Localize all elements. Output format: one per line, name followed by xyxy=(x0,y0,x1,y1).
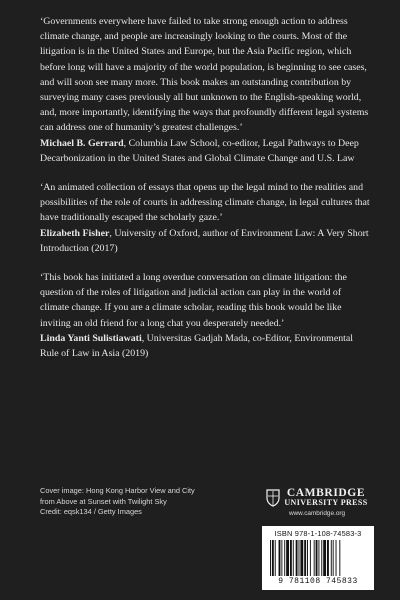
blurb-attribution xyxy=(40,136,370,166)
barcode-bar xyxy=(272,540,274,576)
barcode-bar xyxy=(284,540,285,576)
publisher-subname: UNIVERSITY PRESS xyxy=(284,498,368,507)
barcode-bar xyxy=(300,540,303,576)
shield-icon xyxy=(266,489,280,507)
barcode xyxy=(270,540,366,576)
blurb-attribution xyxy=(40,226,370,256)
blurb-author: Elizabeth Fisher xyxy=(40,227,110,239)
blurb-fisher xyxy=(40,180,370,256)
barcode-bar xyxy=(286,540,289,576)
barcode-bar xyxy=(293,540,294,576)
barcode-bar xyxy=(314,540,315,576)
cover-image-credit xyxy=(40,486,240,518)
blurb-quote: ‘An animated collection of essays that opens up the legal mind to the realities and possibilities of the role of courts in addressing climate change, in legal cultures that have traditionally escaped the scholarly gaze.’ xyxy=(40,182,370,224)
isbn-barcode-block xyxy=(262,526,374,590)
publisher-logo xyxy=(262,488,372,508)
barcode-bar xyxy=(310,540,311,576)
isbn-label: ISBN 978-1-108-74583-3 xyxy=(274,529,362,538)
barcode-bar xyxy=(339,540,340,576)
barcode-bar xyxy=(321,540,322,576)
blurb-gerrard xyxy=(40,14,370,166)
barcode-bar xyxy=(316,540,318,576)
barcode-bar xyxy=(333,540,334,576)
barcode-bar xyxy=(270,540,271,576)
blurb-affiliation: , University of Oxford, author of xyxy=(109,227,242,239)
blurb-affiliation: , Universitas Gadjah Mada, co-Editor, xyxy=(141,332,295,344)
blurb-quote: ‘Governments everywhere have failed to take strong enough action to address climate change, and people are increasingly looking to the courts. Most of the litigation is in the United States and Europe, but the Asia Pacific region, which before long will have a majority of the world population, is beginning to see cases, and will soon see many more. This book makes an outstanding contribution by surveying many cases previously all but unknown to the English-speaking world, and, more importantly, identifying the ways that profoundly different legal systems can address one of humanity’s greatest challenges.’ xyxy=(40,16,369,134)
blurb-affiliation: , Columbia Law School, co-editor, xyxy=(123,137,263,149)
blurb-author: Linda Yanti Sulistiawati xyxy=(40,332,142,344)
barcode-bar xyxy=(307,540,308,576)
barcode-bar xyxy=(275,540,276,576)
blurb-works: Environment Law: A Very Short Introduction (2017) xyxy=(40,227,369,254)
blurb-works: Environmental Rule of Law in Asia (2019) xyxy=(40,332,354,360)
barcode-bar xyxy=(304,540,306,576)
blurb-attribution xyxy=(40,331,370,361)
barcode-bar xyxy=(331,540,332,576)
publisher-imprint xyxy=(262,488,372,517)
credit-line: Credit: eqsk134 / Getty Images xyxy=(40,507,142,516)
barcode-bar xyxy=(323,540,326,576)
barcode-bar xyxy=(279,540,281,576)
publisher-url: www.cambridge.org xyxy=(288,510,346,517)
credit-line: Cover image: Hong Kong Harbor View and City xyxy=(40,486,195,495)
barcode-bar xyxy=(318,540,319,576)
blurb-works: Legal Pathways to Deep Decarbonization in the United States and Global Climate Change and U.S. Law xyxy=(40,137,359,164)
barcode-bar xyxy=(281,540,282,576)
credit-line: from Above at Sunset with Twilight Sky xyxy=(40,496,167,506)
blurb-author: Michael B. Gerrard xyxy=(40,137,124,149)
barcode-bar xyxy=(336,540,337,576)
endorsements xyxy=(40,14,370,361)
publisher-name: CAMBRIDGE xyxy=(286,487,366,499)
barcode-bar xyxy=(290,540,292,576)
barcode-bar xyxy=(296,540,298,576)
barcode-bar xyxy=(299,540,300,576)
isbn-digits: 9 781108 745833 xyxy=(278,577,358,586)
blurb-quote: ‘This book has initiated a long overdue conversation on climate litigation: the question of the roles of litigation and judicial action can play in the world of climate change. If you are a climate scholar, reading this book would be like inviting an old friend for a long chat you desperately needed.’ xyxy=(40,272,347,329)
barcode-bar xyxy=(327,540,329,576)
blurb-sulistiawati xyxy=(40,270,370,361)
